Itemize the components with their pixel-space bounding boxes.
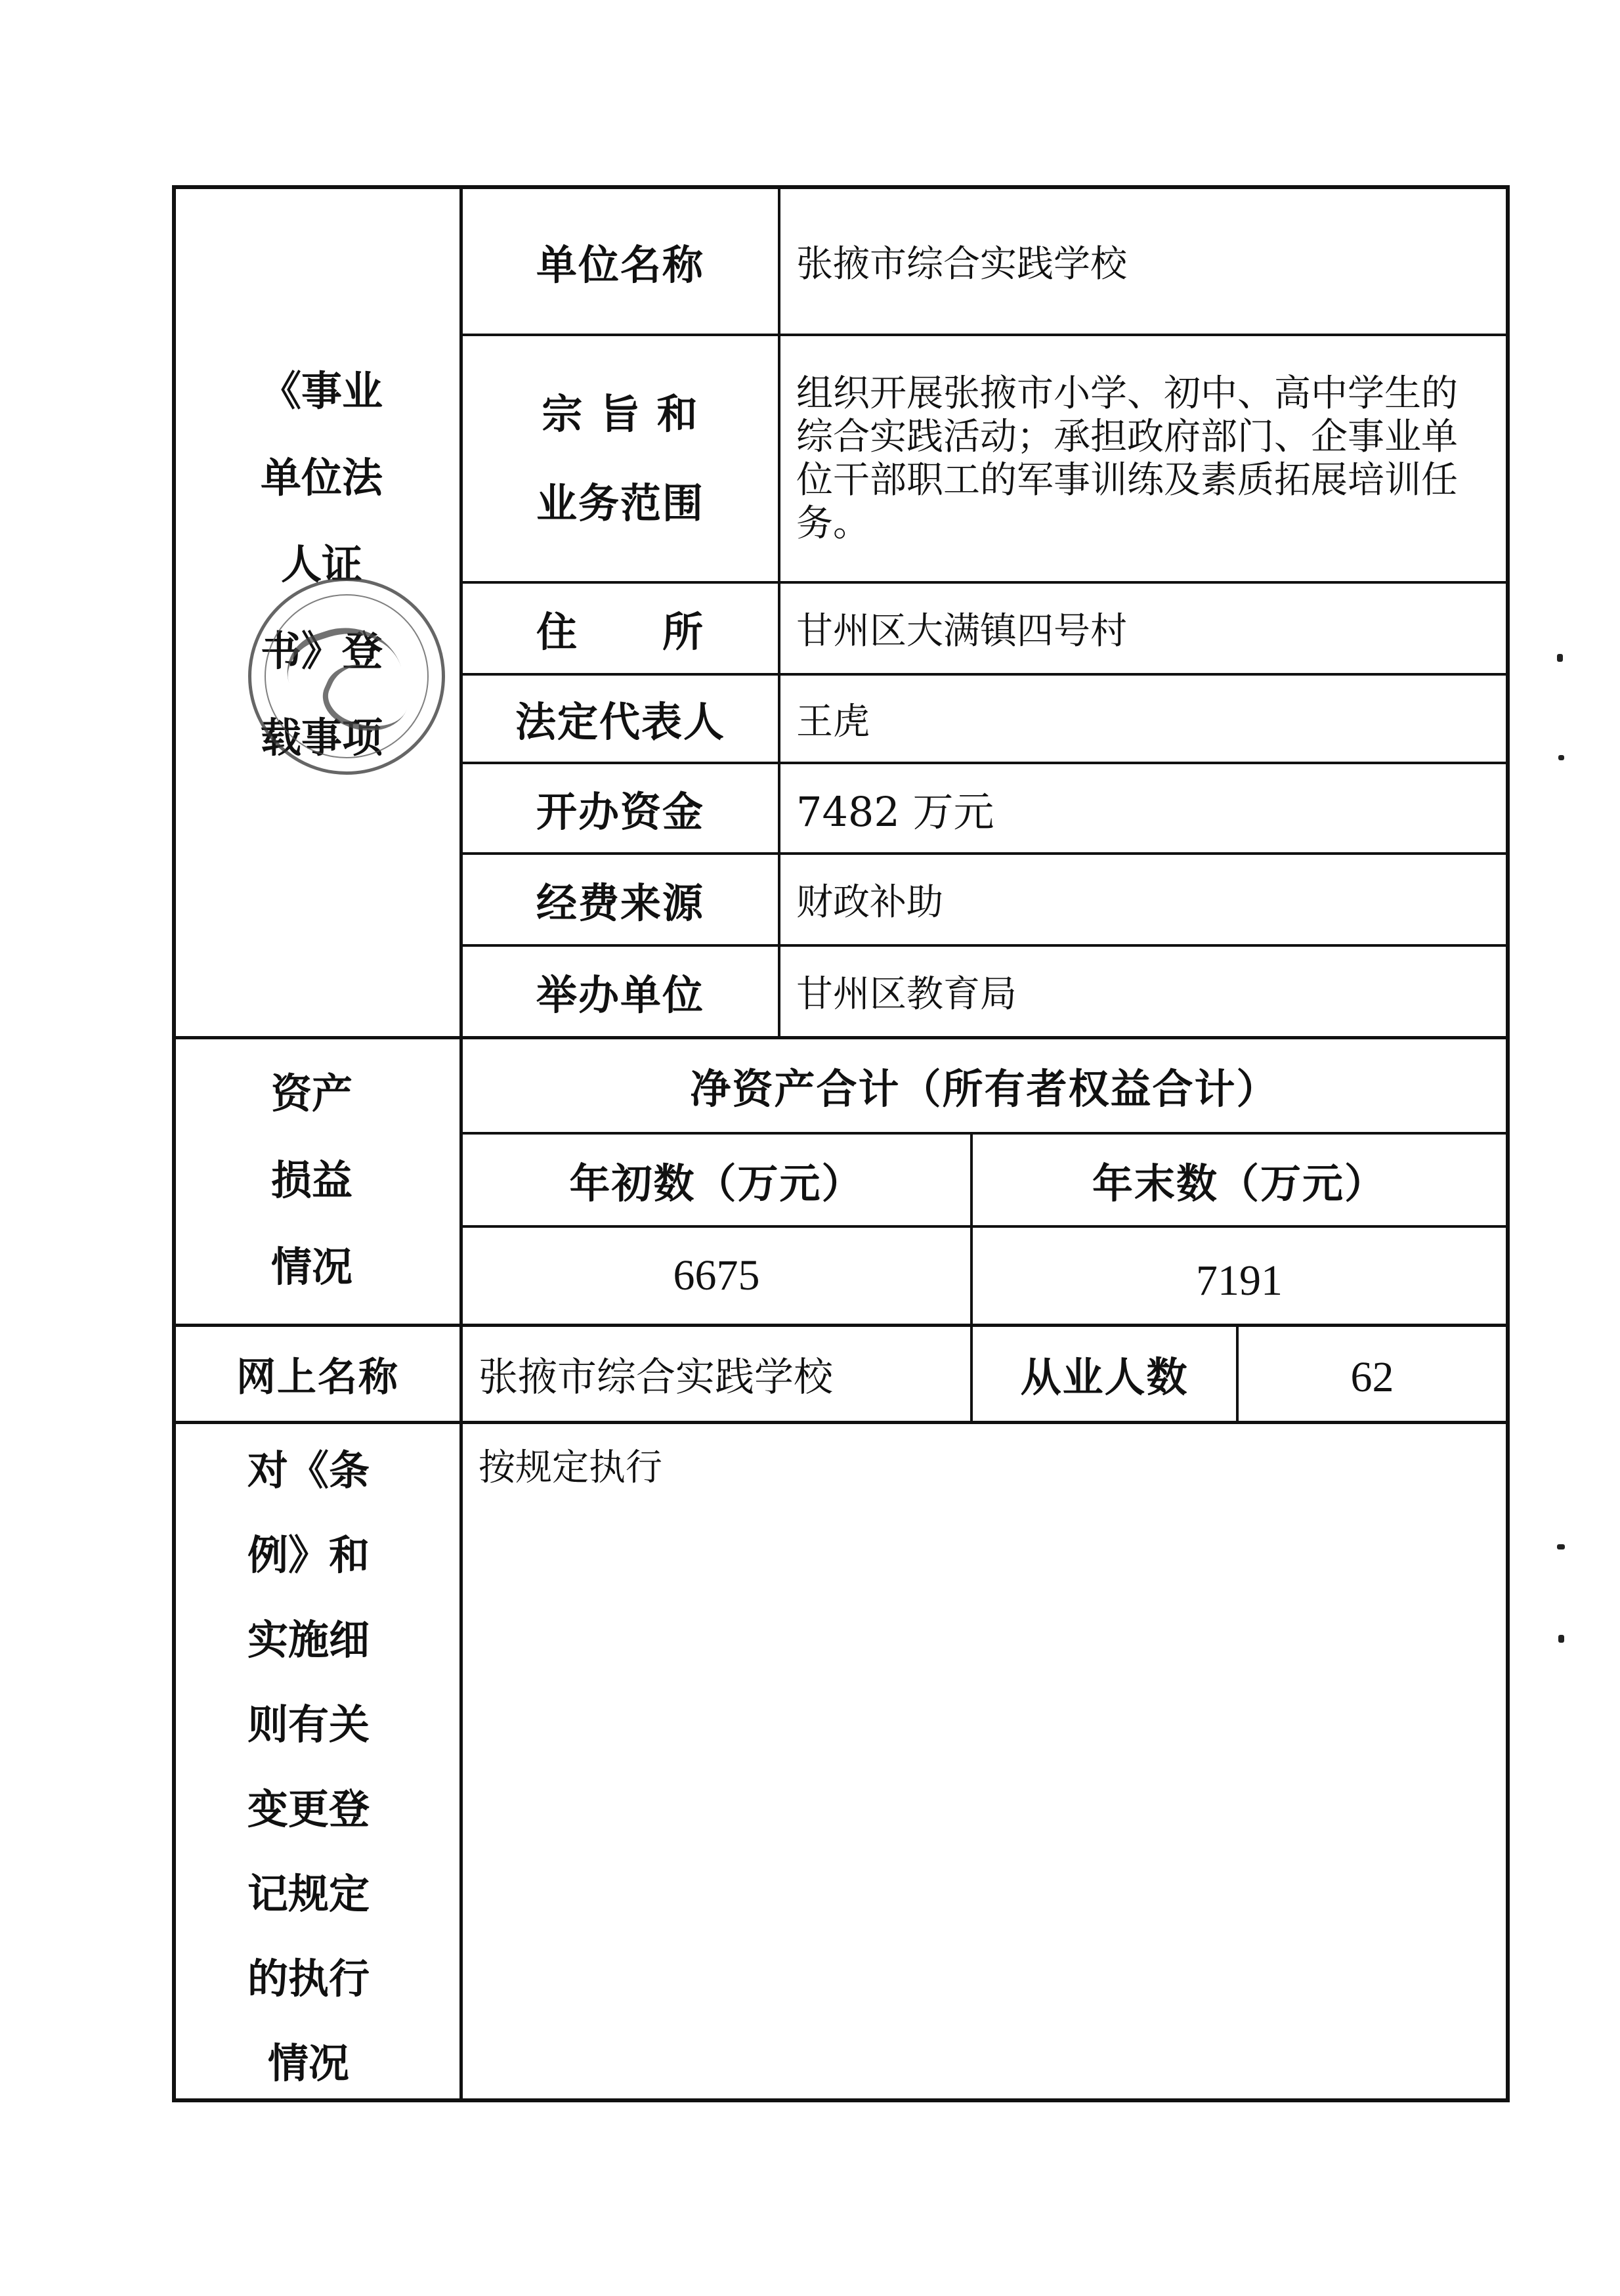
assets-begin-label: 年初数（万元）: [569, 1159, 864, 1207]
label-capital: 开办资金: [536, 787, 704, 836]
side-label-assets: 资产损益情况: [270, 1070, 352, 1291]
side-label-online-name: 网上名称: [236, 1354, 399, 1400]
staff-count-label: 从业人数: [1020, 1353, 1189, 1401]
value-legal-rep: 王虎: [796, 700, 870, 743]
value-purpose: 组织开展张掖市小学、初中、高中学生的综合实践活动；承担政府部门、企事业单位干部职工的军事训练及素质拓展培训任务。: [796, 372, 1458, 545]
value-address: 甘州区大满镇四号村: [796, 610, 1127, 653]
assets-end-value: 7191: [1196, 1257, 1283, 1305]
scan-mark-4: [1558, 1635, 1564, 1643]
online-name-value: 张掖市综合实践学校: [479, 1354, 833, 1400]
regulation-value: 按规定执行: [479, 1446, 662, 1489]
label-sponsor: 举办单位: [536, 970, 704, 1019]
assets-begin-value: 6675: [673, 1251, 760, 1299]
value-funding: 财政补助: [796, 881, 943, 924]
value-unit-name: 张掖市综合实践学校: [796, 243, 1127, 286]
table-border-right: [1506, 185, 1510, 2102]
scan-mark-2: [1558, 755, 1564, 760]
label-address: 住 所: [536, 607, 704, 656]
value-sponsor: 甘州区教育局: [796, 973, 1017, 1016]
label-funding: 经费来源: [536, 878, 704, 927]
scan-mark-1: [1557, 654, 1563, 662]
official-seal: [248, 578, 445, 775]
label-purpose: 宗 旨 和 业务范围: [536, 389, 704, 527]
assets-header: 净资产合计（所有者权益合计）: [690, 1065, 1279, 1113]
staff-count-value: 62: [1350, 1353, 1394, 1401]
label-unit-name: 单位名称: [536, 240, 704, 289]
value-capital: 7482 万元: [796, 787, 994, 836]
assets-end-label: 年末数（万元）: [1092, 1159, 1386, 1207]
side-label-registration: 《事业单位法人证书》登载事项: [260, 367, 383, 762]
side-label-regulation: 对《条例》和实施细则有关变更登记规定的执行情况: [247, 1446, 370, 2087]
label-legal-rep: 法定代表人: [515, 698, 725, 746]
scan-mark-3: [1557, 1544, 1565, 1549]
table-border-left: [172, 185, 176, 2102]
